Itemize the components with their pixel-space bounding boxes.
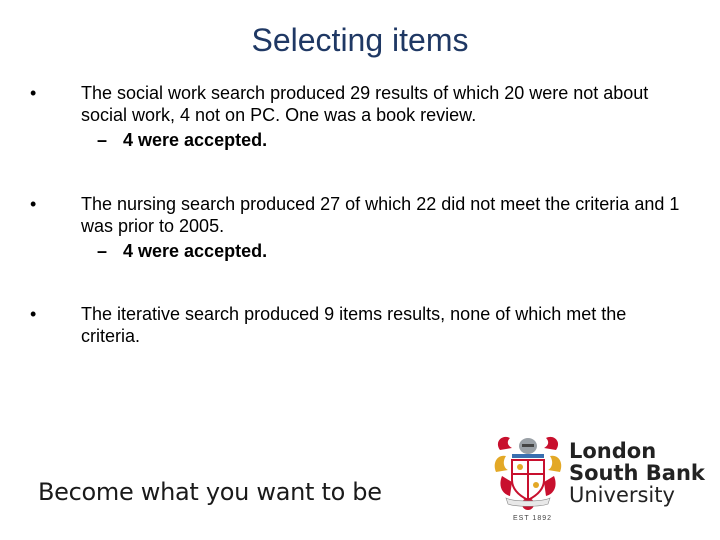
bullet-marker: • <box>30 194 37 214</box>
footer-tagline: Become what you want to be <box>38 478 382 506</box>
bullet-item <box>30 82 680 151</box>
sub-bullet-item <box>30 129 680 151</box>
logo-line-1: London <box>569 439 657 463</box>
sub-bullet-item <box>30 240 680 262</box>
sub-bullet-marker: – <box>97 130 108 150</box>
bullet-marker: • <box>30 304 37 324</box>
bullet-marker: • <box>30 83 37 103</box>
sub-bullet-text: 4 were accepted. <box>123 241 268 261</box>
logo-line-3: University <box>569 483 675 507</box>
sub-bullet-marker: – <box>97 241 108 261</box>
logo-est: EST 1892 <box>513 515 553 522</box>
sub-bullet-text: 4 were accepted. <box>123 130 268 150</box>
bullet-item <box>30 303 680 347</box>
bullet-text: The social work search produced 29 results of which 20 were not about social work, 4 not on PC. One was a book review. <box>81 83 649 125</box>
bullet-item <box>30 193 680 262</box>
bullet-text: The iterative search produced 9 items results, none of which met the criteria. <box>81 304 627 346</box>
university-logo <box>569 440 705 506</box>
crest-icon <box>492 432 564 512</box>
bullet-text: The nursing search produced 27 of which 22 did not meet the criteria and 1 was prior to 2005. <box>81 194 680 236</box>
logo-line-2: South Bank <box>569 461 705 485</box>
slide-title: Selecting items <box>251 22 469 58</box>
